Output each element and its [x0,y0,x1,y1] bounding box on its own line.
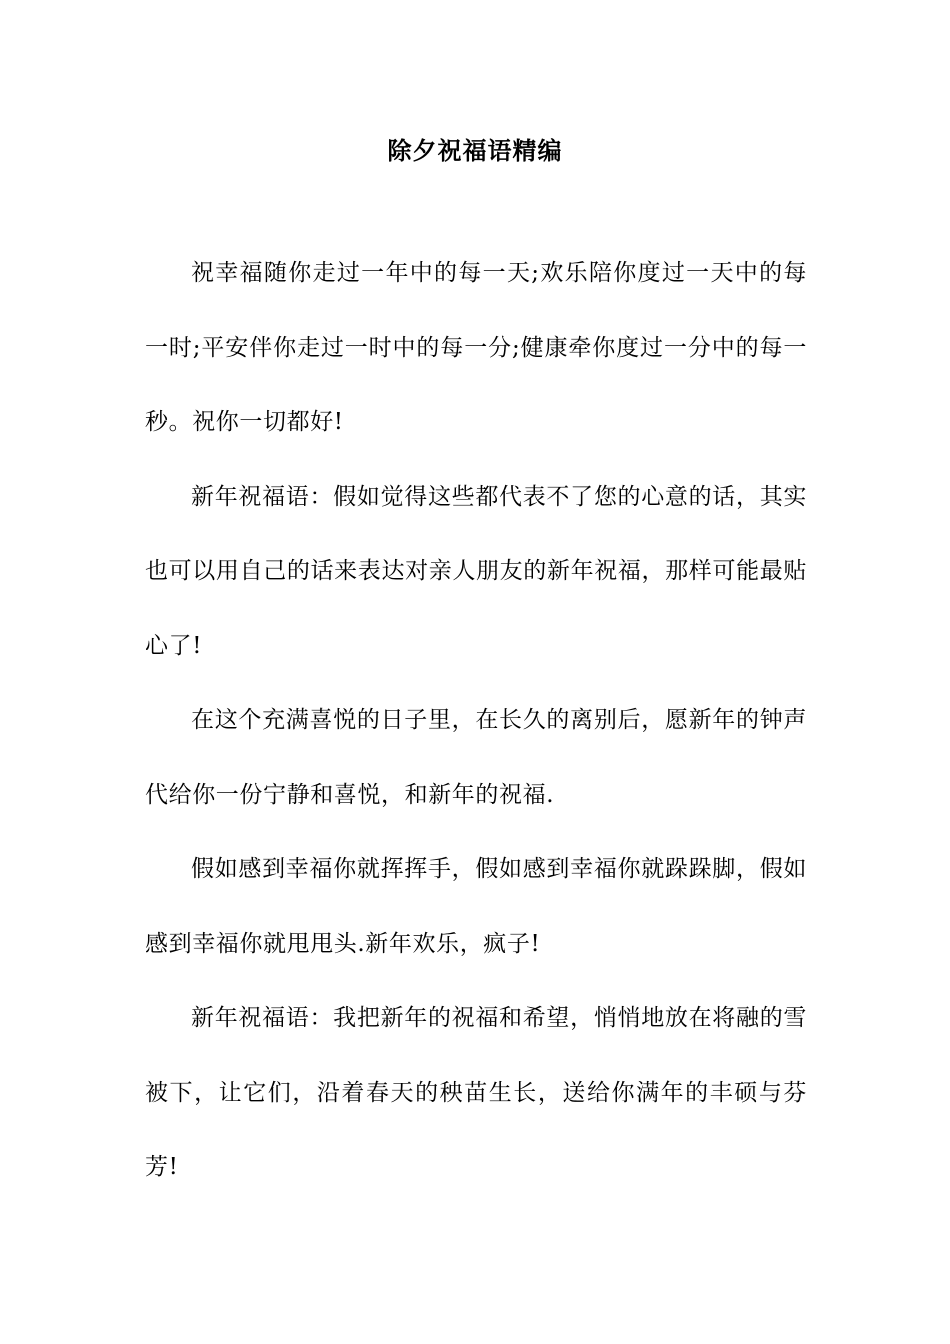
paragraph-4: 假如感到幸福你就挥挥手，假如感到幸福你就跺跺脚，假如感到幸福你就甩甩头.新年欢乐，疯子! [145,856,807,957]
document-body [145,236,807,1205]
paragraph-2: 新年祝福语：假如觉得这些都代表不了您的心意的话，其实也可以用自己的话来表达对亲人朋友的新年祝福，那样可能最贴心了! [145,483,807,659]
paragraph-5: 新年祝福语：我把新年的祝福和希望，悄悄地放在将融的雪被下，让它们，沿着春天的秧苗生长，送给你满年的丰硕与芬芳! [145,1005,807,1180]
document-title: 除夕祝福语精编 [387,136,563,165]
paragraph-3: 在这个充满喜悦的日子里，在长久的离别后，愿新年的钟声代给你一份宁静和喜悦，和新年的祝福. [145,707,807,808]
paragraph-1: 祝幸福随你走过一年中的每一天;欢乐陪你度过一天中的每一时;平安伴你走过一时中的每一分;健康牵你度过一分中的每一秒。祝你一切都好! [145,260,807,435]
